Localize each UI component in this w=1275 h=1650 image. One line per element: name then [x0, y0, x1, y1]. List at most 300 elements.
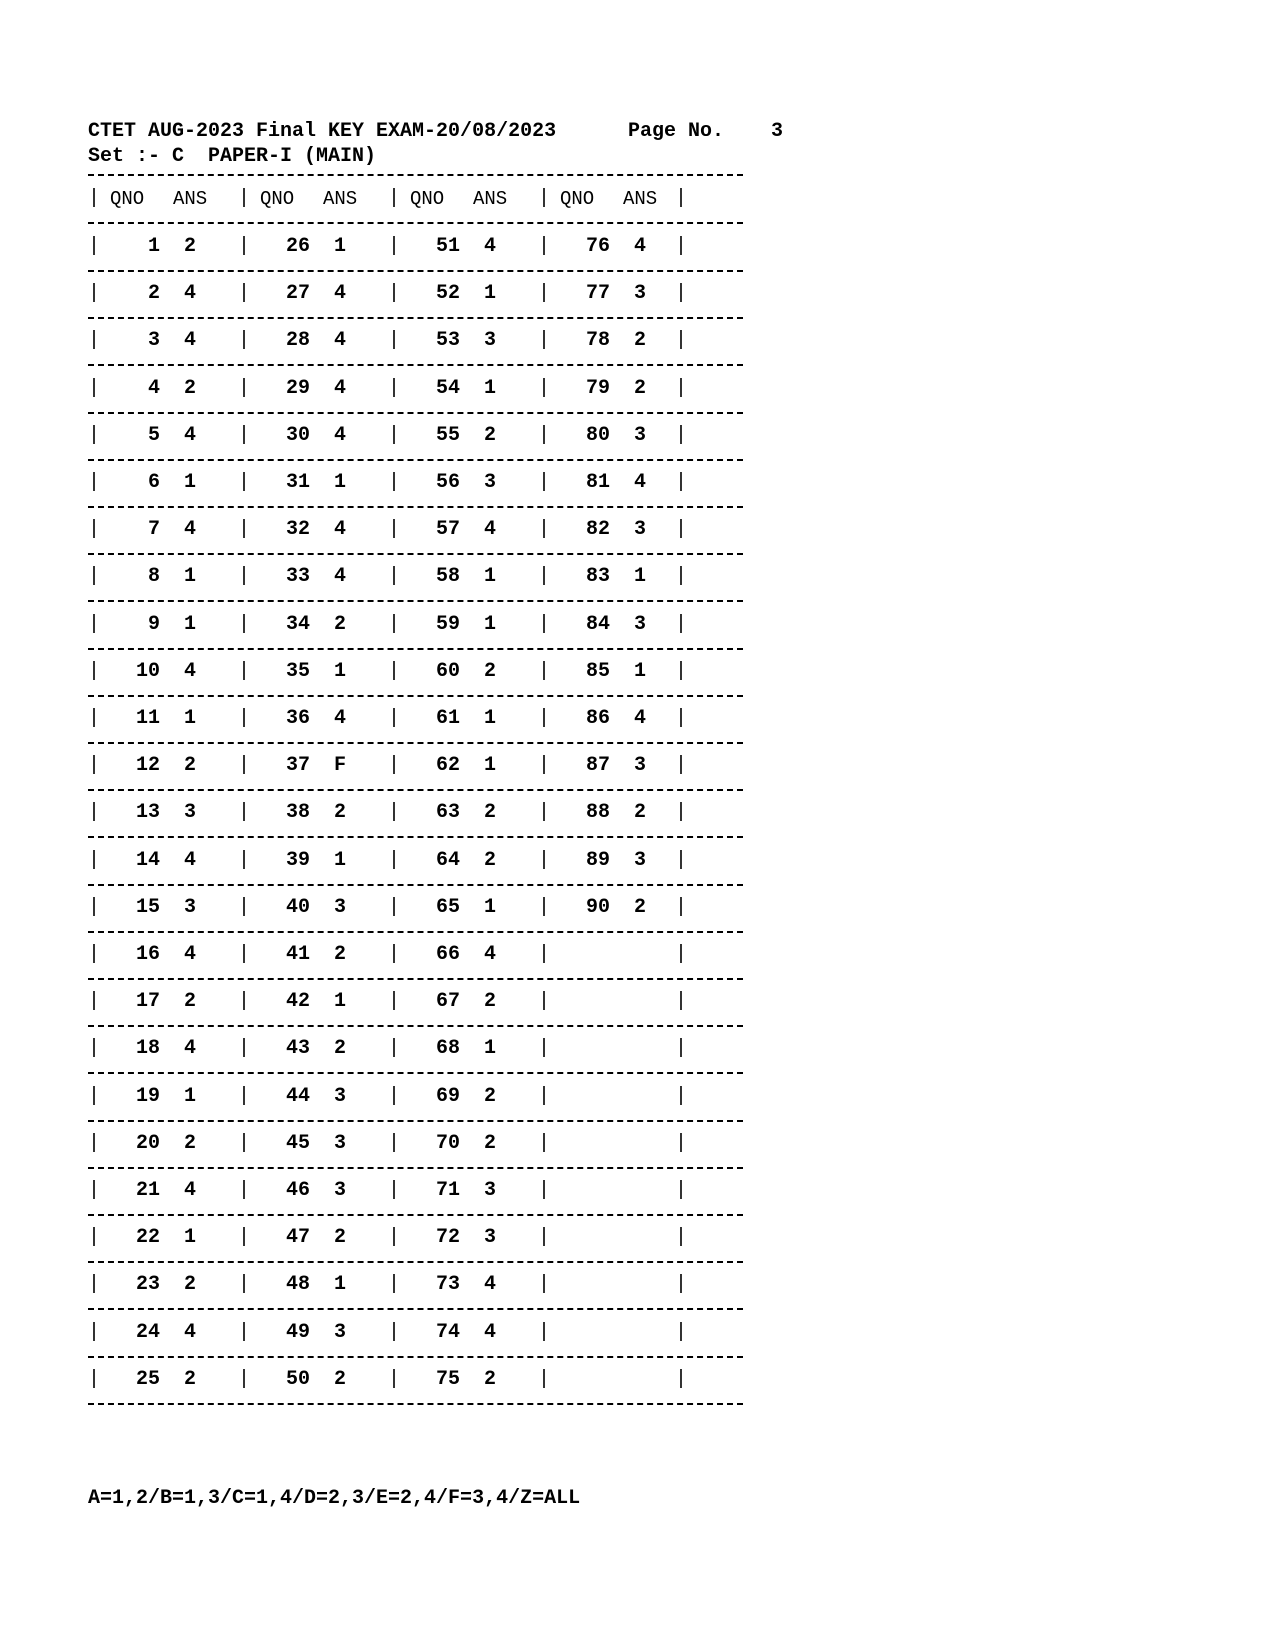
answer-value: 3	[334, 1084, 347, 1108]
answer-value: 2	[334, 1367, 347, 1391]
question-number: 33	[285, 565, 310, 589]
row-separator	[88, 459, 743, 461]
answer-value: 3	[634, 518, 647, 542]
question-number: 17	[135, 990, 160, 1014]
question-number: 43	[285, 1037, 310, 1061]
row-separator	[88, 412, 743, 414]
column-divider: |	[538, 235, 551, 258]
column-divider: |	[388, 565, 401, 589]
column-divider: |	[238, 376, 251, 400]
column-divider: |	[675, 612, 688, 636]
question-number: 65	[435, 895, 460, 919]
answer-value: 4	[334, 565, 347, 589]
answer-value: 4	[484, 1273, 497, 1297]
row-separator	[88, 1025, 743, 1027]
row-separator	[88, 317, 743, 319]
question-number: 31	[285, 471, 310, 494]
row-separator	[88, 1261, 743, 1263]
answer-value: 3	[334, 1320, 347, 1344]
column-divider: |	[88, 659, 101, 683]
answer-value: 2	[334, 943, 347, 966]
column-divider: |	[675, 1131, 688, 1155]
question-number: 84	[585, 612, 610, 636]
question-number: 16	[135, 943, 160, 966]
table-row	[88, 1272, 743, 1298]
column-divider: |	[88, 518, 101, 542]
column-divider: |	[88, 1273, 101, 1297]
column-divider: |	[88, 565, 101, 589]
answer-value: 2	[484, 990, 497, 1014]
question-number: 40	[285, 895, 310, 919]
question-number: 55	[435, 423, 460, 447]
question-number: 57	[435, 518, 460, 542]
column-divider: |	[238, 1226, 251, 1250]
answer-value: 1	[484, 1037, 497, 1061]
question-number: 67	[435, 990, 460, 1014]
question-number: 25	[135, 1367, 160, 1391]
column-divider: |	[675, 1037, 688, 1061]
column-divider: |	[675, 518, 688, 542]
row-separator	[88, 1356, 743, 1358]
column-divider: |	[388, 1367, 401, 1391]
column-divider: |	[675, 707, 688, 730]
table-row	[88, 1320, 743, 1346]
answer-value: 4	[184, 1320, 197, 1344]
row-separator	[88, 978, 743, 980]
column-divider: |	[538, 707, 551, 730]
row-separator	[88, 364, 743, 366]
column-divider: |	[88, 1320, 101, 1344]
column-divider: |	[238, 329, 251, 353]
answer-value: 2	[634, 376, 647, 400]
answer-value: 1	[484, 376, 497, 400]
row-separator	[88, 506, 743, 508]
answer-value: 2	[484, 801, 497, 825]
question-number: 88	[585, 801, 610, 825]
row-separator	[88, 174, 743, 176]
column-divider: |	[675, 659, 688, 683]
column-divider: |	[238, 707, 251, 730]
question-number: 39	[285, 848, 310, 872]
answer-value: 4	[184, 848, 197, 872]
answer-value: 2	[484, 423, 497, 447]
answer-value: 2	[634, 895, 647, 919]
answer-value: 2	[184, 1367, 197, 1391]
question-number: 53	[435, 329, 460, 353]
answer-value: 3	[634, 423, 647, 447]
question-number: 68	[435, 1037, 460, 1061]
answer-value: 1	[334, 235, 347, 258]
answer-value: 4	[634, 471, 647, 494]
column-divider: |	[238, 612, 251, 636]
question-number: 82	[585, 518, 610, 542]
column-divider: |	[88, 1084, 101, 1108]
answer-value: 2	[334, 801, 347, 825]
column-divider: |	[388, 471, 401, 494]
question-number: 32	[285, 518, 310, 542]
answer-value: 3	[484, 471, 497, 494]
question-number: 46	[285, 1179, 310, 1202]
answer-value: 1	[484, 612, 497, 636]
column-divider: |	[538, 1084, 551, 1108]
column-divider: |	[538, 565, 551, 589]
column-divider: |	[88, 1367, 101, 1391]
row-separator	[88, 600, 743, 602]
answer-value: 4	[184, 423, 197, 447]
row-separator	[88, 742, 743, 744]
question-number: 13	[135, 801, 160, 825]
answer-value: 4	[334, 282, 347, 306]
answer-value: 1	[484, 707, 497, 730]
column-divider: |	[238, 848, 251, 872]
question-number: 26	[285, 235, 310, 258]
question-number: 41	[285, 943, 310, 966]
column-divider: |	[538, 376, 551, 400]
answer-value: 4	[184, 518, 197, 542]
answer-value: 1	[334, 471, 347, 494]
table-row	[88, 895, 743, 921]
question-number: 89	[585, 848, 610, 872]
question-number: 81	[585, 471, 610, 494]
row-separator	[88, 648, 743, 650]
question-number: 50	[285, 1367, 310, 1391]
answer-value: 1	[184, 1084, 197, 1108]
column-divider: |	[675, 423, 688, 447]
column-divider: |	[238, 518, 251, 542]
column-divider: |	[538, 1273, 551, 1297]
answer-value: 4	[484, 518, 497, 542]
header-qno: QNO	[110, 188, 145, 210]
table-row	[88, 517, 743, 543]
answer-value: 4	[334, 707, 347, 730]
row-separator	[88, 553, 743, 555]
question-number: 90	[585, 895, 610, 919]
question-number: 4	[147, 376, 160, 400]
question-number: 35	[285, 659, 310, 683]
column-divider: |	[238, 282, 251, 306]
question-number: 9	[147, 612, 160, 636]
table-row	[88, 281, 743, 307]
table-row	[88, 470, 743, 496]
answer-value: 1	[634, 565, 647, 589]
answer-value: 3	[184, 801, 197, 825]
answer-value: 1	[484, 565, 497, 589]
question-number: 21	[135, 1179, 160, 1202]
column-divider: |	[388, 423, 401, 447]
column-divider: |	[675, 990, 688, 1014]
answer-value: 2	[334, 1226, 347, 1250]
row-separator	[88, 270, 743, 272]
answer-value: 2	[484, 659, 497, 683]
answer-value: 1	[484, 282, 497, 306]
column-divider: |	[88, 1037, 101, 1061]
table-row	[88, 564, 743, 590]
column-divider: |	[238, 1084, 251, 1108]
question-number: 18	[135, 1037, 160, 1061]
column-divider: |	[238, 943, 251, 966]
answer-value: 1	[184, 612, 197, 636]
column-divider: |	[675, 471, 688, 494]
answer-legend: A=1,2/B=1,3/C=1,4/D=2,3/E=2,4/F=3,4/Z=ALL	[88, 1487, 581, 1510]
answer-value: 1	[184, 565, 197, 589]
column-divider: |	[675, 1226, 688, 1250]
answer-value: 1	[334, 990, 347, 1014]
header-ans: ANS	[623, 188, 658, 210]
column-divider: |	[238, 1131, 251, 1155]
question-number: 87	[585, 754, 610, 778]
question-number: 37	[285, 754, 310, 778]
answer-value: 2	[484, 848, 497, 872]
answer-value: 1	[184, 707, 197, 730]
column-divider: |	[388, 518, 401, 542]
column-divider: |	[388, 895, 401, 919]
question-number: 3	[147, 329, 160, 353]
answer-value: 4	[334, 518, 347, 542]
answer-value: 3	[184, 895, 197, 919]
question-number: 14	[135, 848, 160, 872]
answer-value: 4	[184, 659, 197, 683]
question-number: 48	[285, 1273, 310, 1297]
column-divider: |	[388, 1226, 401, 1250]
column-divider: |	[88, 612, 101, 636]
set-paper-line: Set :- C PAPER-I (MAIN)	[88, 145, 377, 168]
column-divider: |	[538, 423, 551, 447]
row-separator	[88, 1120, 743, 1122]
column-divider: |	[88, 282, 101, 306]
answer-value: 3	[484, 1179, 497, 1202]
answer-value: 2	[184, 990, 197, 1014]
header-ans: ANS	[173, 188, 208, 210]
document-title: CTET AUG-2023 Final KEY EXAM-20/08/2023	[88, 120, 557, 143]
question-number: 77	[585, 282, 610, 306]
column-divider: |	[675, 1367, 688, 1391]
question-number: 44	[285, 1084, 310, 1108]
table-row	[88, 706, 743, 732]
column-divider: |	[388, 801, 401, 825]
column-divider: |	[88, 235, 101, 258]
column-divider: |	[538, 754, 551, 778]
column-divider: |	[388, 1273, 401, 1297]
page-number: 3	[771, 120, 784, 143]
answer-value: 4	[184, 1179, 197, 1202]
header-qno: QNO	[410, 188, 445, 210]
question-number: 6	[147, 471, 160, 494]
column-divider: |	[238, 990, 251, 1014]
page-label: Page No.	[628, 120, 725, 143]
row-separator	[88, 836, 743, 838]
question-number: 73	[435, 1273, 460, 1297]
question-number: 29	[285, 376, 310, 400]
question-number: 83	[585, 565, 610, 589]
column-divider: |	[88, 329, 101, 353]
question-number: 23	[135, 1273, 160, 1297]
answer-value: 3	[634, 754, 647, 778]
question-number: 24	[135, 1320, 160, 1344]
question-number: 49	[285, 1320, 310, 1344]
answer-value: 1	[334, 848, 347, 872]
column-divider: |	[538, 1226, 551, 1250]
row-separator	[88, 1214, 743, 1216]
column-divider: |	[538, 1037, 551, 1061]
column-divider: |	[538, 518, 551, 542]
answer-value: 3	[634, 282, 647, 306]
answer-value: 2	[184, 1131, 197, 1155]
column-divider: |	[238, 235, 251, 258]
question-number: 60	[435, 659, 460, 683]
row-separator	[88, 884, 743, 886]
header-ans: ANS	[323, 188, 358, 210]
header-ans: ANS	[473, 188, 508, 210]
column-divider: |	[675, 187, 688, 210]
question-number: 72	[435, 1226, 460, 1250]
table-row	[88, 1367, 743, 1393]
column-divider: |	[675, 1179, 688, 1202]
table-row	[88, 1178, 743, 1204]
column-divider: |	[88, 376, 101, 400]
answer-value: 2	[334, 612, 347, 636]
question-number: 75	[435, 1367, 460, 1391]
column-divider: |	[388, 612, 401, 636]
column-divider: |	[238, 801, 251, 825]
column-divider: |	[538, 282, 551, 306]
question-number: 80	[585, 423, 610, 447]
table-row	[88, 423, 743, 449]
answer-value: 4	[484, 235, 497, 258]
column-divider: |	[675, 895, 688, 919]
answer-value: 3	[334, 895, 347, 919]
answer-value: 3	[334, 1131, 347, 1155]
answer-value: 1	[484, 895, 497, 919]
column-divider: |	[388, 187, 401, 210]
column-divider: |	[388, 1179, 401, 1202]
answer-value: 4	[634, 707, 647, 730]
question-number: 76	[585, 235, 610, 258]
question-number: 7	[147, 518, 160, 542]
column-divider: |	[388, 376, 401, 400]
column-divider: |	[538, 801, 551, 825]
column-divider: |	[388, 754, 401, 778]
answer-value: 2	[334, 1037, 347, 1061]
row-separator	[88, 1072, 743, 1074]
column-divider: |	[238, 471, 251, 494]
column-divider: |	[238, 1273, 251, 1297]
column-divider: |	[388, 282, 401, 306]
answer-value: 3	[484, 329, 497, 353]
column-divider: |	[538, 612, 551, 636]
row-separator	[88, 695, 743, 697]
answer-value: 4	[184, 329, 197, 353]
answer-value: 1	[484, 754, 497, 778]
header-qno: QNO	[260, 188, 295, 210]
question-number: 64	[435, 848, 460, 872]
question-number: 34	[285, 612, 310, 636]
question-number: 38	[285, 801, 310, 825]
column-divider: |	[88, 801, 101, 825]
question-number: 11	[135, 707, 160, 730]
column-divider: |	[88, 754, 101, 778]
question-number: 63	[435, 801, 460, 825]
column-divider: |	[388, 707, 401, 730]
column-divider: |	[538, 848, 551, 872]
column-divider: |	[675, 1320, 688, 1344]
answer-value: 4	[484, 1320, 497, 1344]
column-divider: |	[88, 1131, 101, 1155]
column-divider: |	[88, 1179, 101, 1202]
answer-value: 3	[484, 1226, 497, 1250]
answer-value: 2	[484, 1131, 497, 1155]
row-separator	[88, 931, 743, 933]
answer-value: 4	[334, 329, 347, 353]
question-number: 78	[585, 329, 610, 353]
answer-value: 4	[184, 943, 197, 966]
column-divider: |	[88, 943, 101, 966]
table-row	[88, 800, 743, 826]
column-divider: |	[675, 1273, 688, 1297]
column-divider: |	[388, 848, 401, 872]
column-divider: |	[388, 329, 401, 353]
column-divider: |	[538, 895, 551, 919]
table-row	[88, 234, 743, 260]
table-row	[88, 753, 743, 779]
column-divider: |	[88, 423, 101, 447]
answer-value: F	[334, 754, 347, 778]
column-divider: |	[538, 187, 551, 210]
column-divider: |	[675, 801, 688, 825]
answer-value: 2	[184, 754, 197, 778]
row-separator	[88, 1308, 743, 1310]
question-number: 66	[435, 943, 460, 966]
answer-value: 1	[334, 659, 347, 683]
question-number: 47	[285, 1226, 310, 1250]
answer-value: 3	[634, 612, 647, 636]
column-divider: |	[88, 990, 101, 1014]
table-header-row	[88, 186, 743, 212]
table-row	[88, 1036, 743, 1062]
question-number: 20	[135, 1131, 160, 1155]
column-divider: |	[388, 990, 401, 1014]
answer-value: 4	[334, 376, 347, 400]
table-row	[88, 612, 743, 638]
row-separator	[88, 1167, 743, 1169]
column-divider: |	[675, 754, 688, 778]
question-number: 56	[435, 471, 460, 494]
column-divider: |	[538, 1320, 551, 1344]
answer-value: 2	[634, 329, 647, 353]
question-number: 45	[285, 1131, 310, 1155]
table-row	[88, 376, 743, 402]
question-number: 28	[285, 329, 310, 353]
answer-value: 2	[634, 801, 647, 825]
column-divider: |	[238, 895, 251, 919]
column-divider: |	[675, 943, 688, 966]
column-divider: |	[88, 1226, 101, 1250]
column-divider: |	[88, 471, 101, 494]
question-number: 52	[435, 282, 460, 306]
question-number: 62	[435, 754, 460, 778]
column-divider: |	[238, 187, 251, 210]
column-divider: |	[388, 1037, 401, 1061]
question-number: 86	[585, 707, 610, 730]
question-number: 85	[585, 659, 610, 683]
column-divider: |	[88, 848, 101, 872]
column-divider: |	[388, 1320, 401, 1344]
row-separator	[88, 789, 743, 791]
column-divider: |	[675, 376, 688, 400]
column-divider: |	[88, 895, 101, 919]
column-divider: |	[675, 565, 688, 589]
table-row	[88, 989, 743, 1015]
question-number: 27	[285, 282, 310, 306]
